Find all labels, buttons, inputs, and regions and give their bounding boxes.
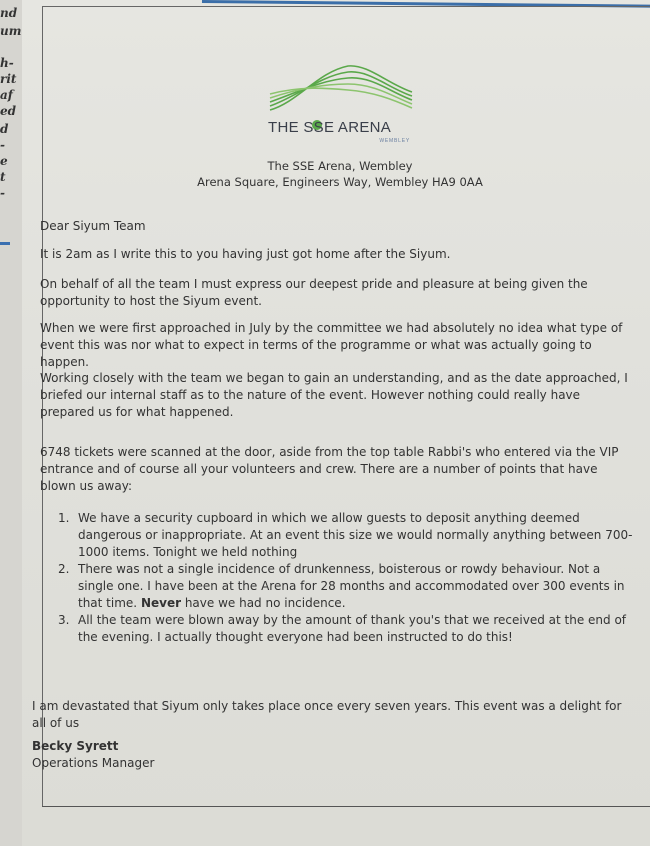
list-item-text-tail: have we had no incidence. <box>181 596 346 610</box>
adjacent-text-fragment: - <box>0 186 5 200</box>
paragraph-4: Working closely with the team we began to gain an understanding, and as the date approached, I briefed our internal staff as to the nature of the event. However nothing could really have prepared us for what happened. <box>40 371 628 419</box>
list-item-text: There was not a single incidence of drunkenness, boisterous or rowdy behaviour. Not a single one. I have been at the Arena for 28 months and accommodated over 300 events in that time. <box>78 562 625 610</box>
adjacent-text-fragment: nd <box>0 6 18 20</box>
paragraph-1: It is 2am as I write this to you having just got home after the Siyum. <box>40 247 451 261</box>
frame-border-top <box>42 6 650 7</box>
list-item-number: 2. <box>58 562 70 576</box>
list-item-text: All the team were blown away by the amount of thank you's that we received at the end of the evening. I actually thought everyone had been instructed to do this! <box>78 613 627 644</box>
blue-margin-mark <box>0 242 10 245</box>
adjacent-text-fragment: e <box>0 154 8 168</box>
signer-title: Operations Manager <box>32 756 155 770</box>
paragraph-2: On behalf of all the team I must express our deepest pride and pleasure at being given the opportunity to host the Siyum event. <box>40 277 588 308</box>
address-line-1: The SSE Arena, Wembley <box>267 159 413 173</box>
list-item <box>58 510 636 561</box>
list-item-number: 1. <box>58 511 70 525</box>
emphasis-never: Never <box>140 596 181 610</box>
adjacent-text-fragment: h- <box>0 56 14 70</box>
adjacent-text-fragment: um <box>0 24 22 38</box>
adjacent-text-fragment: af <box>0 88 13 102</box>
logo-wordmark <box>268 119 414 144</box>
signature-block <box>32 738 154 772</box>
paragraph-3: When we were first approached in July by the committee we had absolutely no idea what type of event this was nor what to expect in terms of the programme or what was actually going to happen. <box>40 321 623 369</box>
salutation: Dear Siyum Team <box>40 219 146 233</box>
closing-paragraph: I am devastated that Siyum only takes place once every seven years. This event was a delight for all of us <box>32 699 622 730</box>
list-item-text: We have a security cupboard in which we allow guests to deposit anything deemed dangerous or inappropriate. At an event this size we would normally anything between 700-1000 items. Tonight we held nothing <box>78 511 633 559</box>
points-list <box>58 510 636 646</box>
list-item <box>58 561 636 612</box>
paragraph-5: 6748 tickets were scanned at the door, aside from the top table Rabbi's who entered via the VIP entrance and of course all your volunteers and crew. There are a number of points that have blown us away: <box>40 445 619 493</box>
adjacent-text-fragment: t <box>0 170 6 184</box>
frame-border-bottom <box>42 806 650 807</box>
adjacent-page-strip <box>0 0 22 846</box>
signer-name: Becky Syrett <box>32 739 119 753</box>
address-line-2: Arena Square, Engineers Way, Wembley HA9 0AA <box>197 175 483 189</box>
adjacent-text-fragment: rit <box>0 72 17 86</box>
adjacent-text-fragment: - <box>0 138 5 152</box>
venue-address <box>180 158 500 190</box>
list-item <box>58 612 636 646</box>
list-item-number: 3. <box>58 613 70 627</box>
logo-subtitle: WEMBLEY <box>379 138 410 144</box>
adjacent-text-fragment: d <box>0 122 9 136</box>
adjacent-text-fragment: ed <box>0 104 17 118</box>
logo-wordmark-text: THE SSE ARENA <box>268 119 392 136</box>
